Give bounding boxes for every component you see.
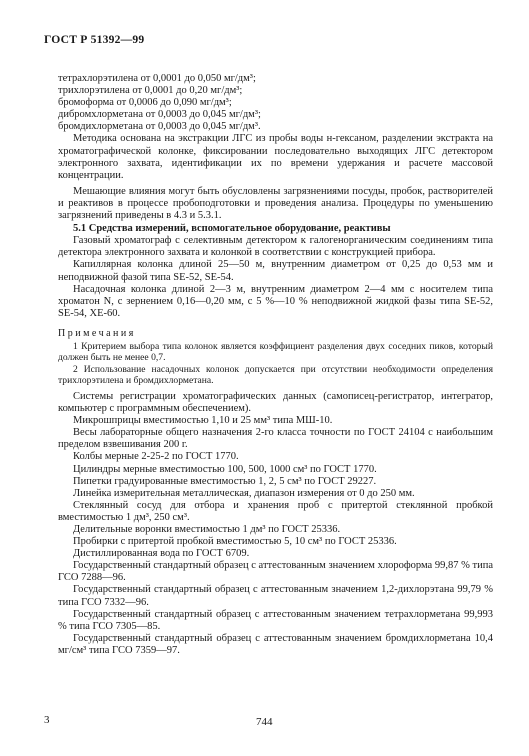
limit-line: тетрахлорэтилена от 0,0001 до 0,050 мг/дм³;: [58, 73, 256, 84]
equipment-paragraph: Колбы мерные 2-25-2 по ГОСТ 1770.: [73, 451, 239, 463]
equipment-paragraph: Насадочная колонка длиной 2—3 м, внутренним диаметром 2—4 мм с носителем типа хроматон N, с зернением 0,16—0,20 мм, с 5 %—10 % неподвижной жидкой фазы типа SE-52, SE-54, XE-60.: [58, 283, 493, 319]
page-number: 3: [44, 714, 50, 726]
limit-line: дибромхлорметана от 0,0003 до 0,045 мг/дм³;: [58, 109, 261, 121]
equipment-paragraph: Государственный стандартный образец с аттестованным значением 1,2-дихлорэтана 99,79 % типа ГСО 7332—96.: [58, 584, 493, 608]
equipment-paragraph: Системы регистрации хроматографических данных (самописец-регистратор, интегратор, компьютер с программным обеспечением).: [58, 390, 493, 415]
equipment-paragraph: Стеклянный сосуд для отбора и хранения проб с притертой стеклянной пробкой вместимостью 1 дм³, 250 см³.: [58, 499, 493, 523]
limit-line: бромдихлорметана от 0,0003 до 0,045 мг/дм³.: [58, 121, 261, 133]
equipment-paragraph: Цилиндры мерные вместимостью 100, 500, 1000 см³ по ГОСТ 1770.: [73, 463, 377, 475]
section-heading: 5.1 Средства измерений, вспомогательное оборудование, реактивы: [73, 223, 391, 235]
equipment-paragraph: Государственный стандартный образец с аттестованным значением хлороформа 99,87 % типа ГСО 7288—96.: [58, 560, 493, 584]
equipment-paragraph: Пробирки с притертой пробкой вместимостью 5, 10 см³ по ГОСТ 25336.: [73, 536, 397, 548]
note-item: 1 Критерием выбора типа колонок является коэффициент разделения двух соседних пиков, который должен быть не менее 0,7.: [58, 340, 493, 364]
method-paragraph: Методика основана на экстракции ЛГС из пробы воды н-гексаном, разделении экстракта на хроматографической колонке, фиксировании последовательно выходящих ЛГС детектором электронного захвата, идентификации их по времени удержания и расчете массовой концентрации.: [58, 133, 493, 181]
equipment-paragraph: Государственный стандартный образец с аттестованным значением тетрахлорметана 99,993 % типа ГСО 7305—85.: [58, 608, 493, 632]
equipment-paragraph: Газовый хроматограф с селективным детектором к галогенорганическим соединениям типа детектора электронного захвата и колонкой в соответствии с конструкцией прибора.: [58, 235, 493, 259]
equipment-paragraph: Государственный стандартный образец с аттестованным значением бромдихлорметана 10,4 мг/см³ типа ГСО 7359—97.: [58, 632, 493, 656]
limit-line: трихлорэтилена от 0,0001 до 0,20 мг/дм³;: [58, 85, 243, 97]
equipment-paragraph: Дистиллированная вода по ГОСТ 6709.: [73, 548, 250, 560]
page-content: [58, 73, 493, 657]
interference-paragraph: Мешающие влияния могут быть обусловлены загрязнениями посуды, пробок, растворителей и реактивов в процессе пробоподготовки и проведения анализа. Процедуры по уменьшению загрязнений приведены в 4.3 и 5.3.1.: [58, 185, 493, 222]
sheet-number: 744: [256, 716, 273, 728]
equipment-paragraph: Микрошприцы вместимостью 1,10 и 25 мм³ типа МШ-10.: [73, 415, 333, 427]
equipment-paragraph: Весы лабораторные общего назначения 2-го класса точности по ГОСТ 24104 с наибольшим пределом взвешивания 200 г.: [58, 427, 493, 451]
limit-line: бромоформа от 0,0006 до 0,090 мг/дм³;: [58, 97, 232, 109]
standard-header: ГОСТ Р 51392—99: [44, 33, 145, 46]
note-item: 2 Использование насадочных колонок допускается при отсутствии необходимости определения трихлорэтилена и бромдихлорметана.: [58, 363, 493, 387]
equipment-paragraph: Делительные воронки вместимостью 1 дм³ по ГОСТ 25336.: [73, 524, 341, 535]
equipment-paragraph: Линейка измерительная металлическая, диапазон измерения от 0 до 250 мм.: [73, 487, 415, 499]
equipment-paragraph: Пипетки градуированные вместимостью 1, 2, 5 см³ по ГОСТ 29227.: [73, 475, 377, 487]
notes-heading: Примечания: [58, 327, 136, 339]
equipment-paragraph: Капиллярная колонка длиной 25—50 м, внутренним диаметром от 0,25 до 0,53 мм и неподвижной фазой типа SE-52, SE-54.: [58, 259, 493, 283]
